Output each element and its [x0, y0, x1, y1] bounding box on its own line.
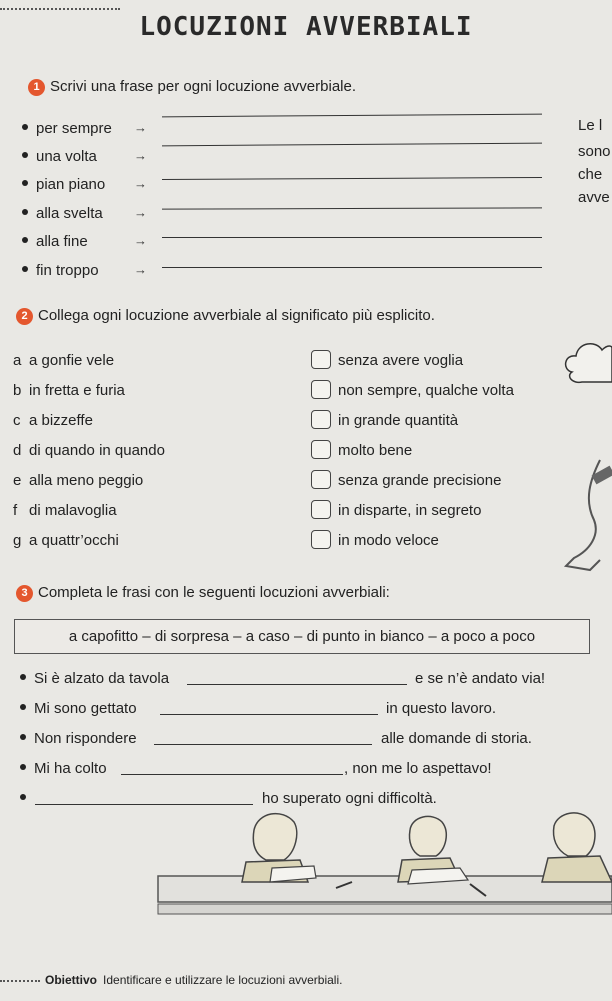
- page-title: LOCUZIONI AVVERBIALI: [139, 12, 473, 42]
- footer-text: Identificare e utilizzare le locuzioni avverbiali.: [103, 973, 343, 987]
- sentence-row: Mi sono gettato: [20, 700, 137, 717]
- write-line[interactable]: [162, 207, 542, 209]
- match-right-item: in modo veloce: [338, 532, 439, 549]
- fill-blank[interactable]: [187, 684, 407, 685]
- exercise1-item: fin troppo →: [22, 262, 172, 282]
- bullet-icon: [22, 209, 28, 215]
- word-bank: a capofitto – di sorpresa – a caso – di punto in bianco – a poco a poco: [14, 619, 590, 654]
- student-body: [542, 856, 612, 882]
- fill-blank[interactable]: [121, 774, 343, 775]
- bullet-icon: [20, 764, 26, 770]
- side-text: sono: [578, 143, 611, 160]
- fill-blank[interactable]: [160, 714, 378, 715]
- answer-checkbox[interactable]: [311, 410, 331, 429]
- answer-checkbox[interactable]: [311, 350, 331, 369]
- exercise3-instruction: 3 Completa le frasi con le seguenti locuzioni avverbiali:: [16, 584, 390, 602]
- write-line[interactable]: [162, 267, 542, 268]
- fill-blank[interactable]: [154, 744, 372, 745]
- match-left-item: f di malavoglia: [13, 502, 117, 519]
- match-right-item: in disparte, in segreto: [338, 502, 482, 519]
- exercise1-number: 1: [28, 79, 45, 96]
- side-text: avve: [578, 189, 610, 206]
- write-line[interactable]: [162, 237, 542, 238]
- answer-checkbox[interactable]: [311, 530, 331, 549]
- arrow-icon: →: [134, 176, 147, 191]
- sentence-row: Mi ha colto: [20, 760, 107, 777]
- desk-edge: [158, 904, 612, 914]
- match-right-item: senza grande precisione: [338, 472, 502, 489]
- answer-checkbox[interactable]: [311, 440, 331, 459]
- exercise3-number: 3: [16, 585, 33, 602]
- exercise2-number: 2: [16, 308, 33, 325]
- child-illustration: [560, 330, 612, 580]
- match-left-item: b in fretta e furia: [13, 382, 125, 399]
- sentence-after: e se n’è andato via!: [415, 670, 546, 687]
- exercise2-instruction: 2 Collega ogni locuzione avverbiale al significato più esplicito.: [16, 307, 435, 325]
- fill-blank[interactable]: [35, 804, 253, 805]
- exercise1-instruction: 1 Scrivi una frase per ogni locuzione avverbiale.: [28, 78, 356, 96]
- match-left-item: e alla meno peggio: [13, 472, 144, 489]
- match-right-item: molto bene: [338, 442, 413, 459]
- match-left-item: c a bizzeffe: [13, 412, 93, 429]
- write-line[interactable]: [162, 177, 542, 180]
- sentence-row: Non rispondere: [20, 730, 137, 747]
- sentence-row: Si è alzato da tavola: [20, 670, 169, 687]
- sentence-after: , non me lo aspettavo!: [344, 760, 492, 777]
- match-left-item: d di quando in quando: [13, 442, 165, 459]
- side-text: che: [578, 166, 603, 183]
- match-right-item: in grande quantità: [338, 412, 459, 429]
- match-right-item: non sempre, qualche volta: [338, 382, 514, 399]
- exercise1-item: alla svelta →: [22, 205, 172, 225]
- cloud-icon: [566, 344, 612, 383]
- answer-checkbox[interactable]: [311, 380, 331, 399]
- bullet-icon: [20, 704, 26, 710]
- arrow-icon: →: [134, 205, 147, 220]
- bullet-icon: [20, 674, 26, 680]
- bullet-icon: [22, 124, 28, 130]
- student-head: [409, 816, 446, 856]
- bullet-icon: [20, 794, 26, 800]
- classroom-illustration: [150, 808, 612, 950]
- bullet-icon: [22, 152, 28, 158]
- decorative-dotted-line: [0, 8, 120, 10]
- student-head: [253, 814, 296, 860]
- arrow-icon: →: [134, 233, 147, 248]
- side-text: Le l: [578, 117, 603, 134]
- bullet-icon: [22, 180, 28, 186]
- match-right-item: senza avere voglia: [338, 352, 464, 369]
- exercise1-item: una volta →: [22, 148, 172, 168]
- bullet-icon: [22, 237, 28, 243]
- exercise1-item: per sempre →: [22, 120, 172, 140]
- arrow-icon: →: [134, 120, 147, 135]
- footer-label: Obiettivo: [45, 973, 98, 987]
- match-left-item: g a quattr’occhi: [13, 532, 119, 549]
- student-head: [554, 813, 595, 856]
- arrow-icon: →: [134, 262, 147, 277]
- answer-checkbox[interactable]: [311, 500, 331, 519]
- sentence-row: [20, 790, 34, 807]
- sentence-after: alle domande di storia.: [381, 730, 532, 747]
- write-line[interactable]: [162, 143, 542, 147]
- arrow-icon: →: [134, 148, 147, 163]
- bullet-icon: [22, 266, 28, 272]
- decorative-dotted-line: [0, 980, 40, 982]
- match-left-item: a a gonfie vele: [13, 352, 115, 369]
- answer-checkbox[interactable]: [311, 470, 331, 489]
- sentence-after: ho superato ogni difficoltà.: [262, 790, 437, 807]
- footer-objective: [45, 973, 342, 987]
- bullet-icon: [20, 734, 26, 740]
- exercise1-item: alla fine →: [22, 233, 172, 253]
- sentence-after: in questo lavoro.: [386, 700, 497, 717]
- exercise1-item: pian piano →: [22, 176, 172, 196]
- sleeve: [594, 470, 612, 480]
- write-line[interactable]: [162, 114, 542, 118]
